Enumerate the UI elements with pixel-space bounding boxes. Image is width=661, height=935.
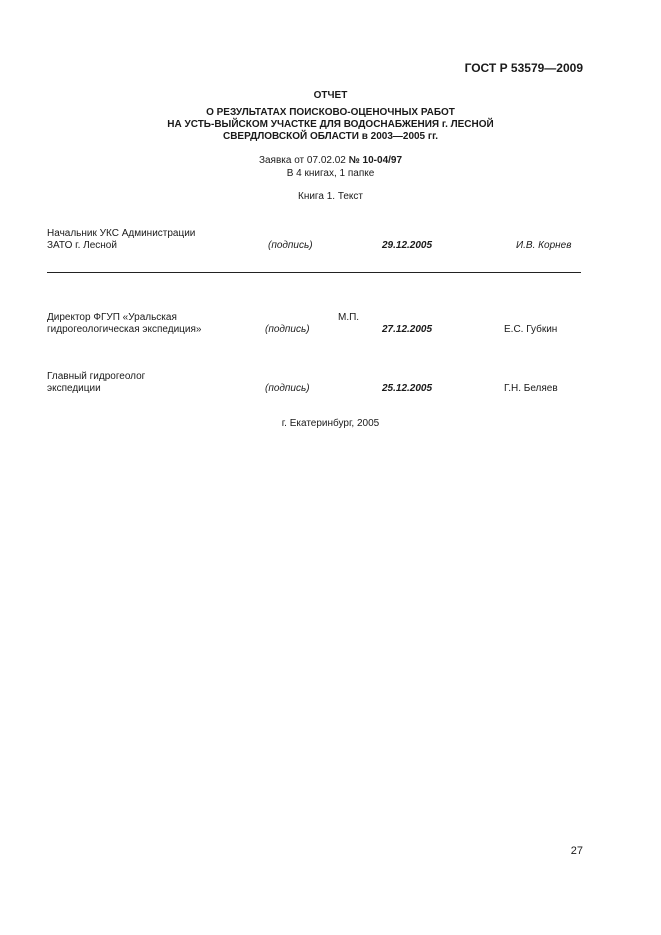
- signatory-3-signature: (подпись): [265, 383, 310, 394]
- subtitle-line-1: О РЕЗУЛЬТАТАХ ПОИСКОВО-ОЦЕНОЧНЫХ РАБОТ: [206, 107, 455, 118]
- signatory-1-date: 29.12.2005: [382, 240, 433, 251]
- subtitle-line-3: СВЕРДЛОВСКОЙ ОБЛАСТИ в 2003—2005 гг.: [222, 131, 439, 142]
- signatory-2-name: Е.С. Губкин: [504, 324, 558, 335]
- subtitle-line-2: НА УСТЬ-ВЫЙСКОМ УЧАСТКЕ ДЛЯ ВОДОСНАБЖЕНИЯ г. ЛЕСНОЙ: [167, 119, 494, 130]
- book-label: Книга 1. Текст: [298, 191, 363, 202]
- volumes-line: В 4 книгах, 1 папке: [286, 168, 375, 179]
- seal-mark: М.П.: [338, 312, 360, 323]
- request-info: [0, 154, 661, 180]
- signatory-3-name: Г.Н. Беляев: [504, 383, 558, 394]
- signatory-3-position: Главный гидрогеолог экспедиции: [47, 371, 146, 394]
- request-prefix: Заявка от 07.02.02: [258, 155, 346, 166]
- report-subtitle: [0, 107, 661, 143]
- divider-line: [47, 272, 581, 273]
- standard-designation: ГОСТ Р 53579—2009: [464, 61, 583, 75]
- city-year: г. Екатеринбург, 2005: [281, 418, 380, 429]
- request-line: [0, 154, 661, 167]
- page-number: 27: [570, 845, 583, 857]
- signatory-1-position: Начальник УКС Администрации ЗАТО г. Лесной: [47, 228, 196, 251]
- request-number: № 10-04/97: [348, 155, 403, 166]
- signatory-2-position: Директор ФГУП «Уральская гидрогеологическая экспедиция»: [47, 312, 202, 335]
- signatory-3-date: 25.12.2005: [382, 383, 433, 394]
- signatory-2-date: 27.12.2005: [382, 324, 433, 335]
- signatory-1-name: И.В. Корнев: [516, 240, 572, 251]
- signatory-2-signature: (подпись): [265, 324, 310, 335]
- signatory-1-signature: (подпись): [268, 240, 313, 251]
- report-heading: ОТЧЕТ: [313, 90, 348, 101]
